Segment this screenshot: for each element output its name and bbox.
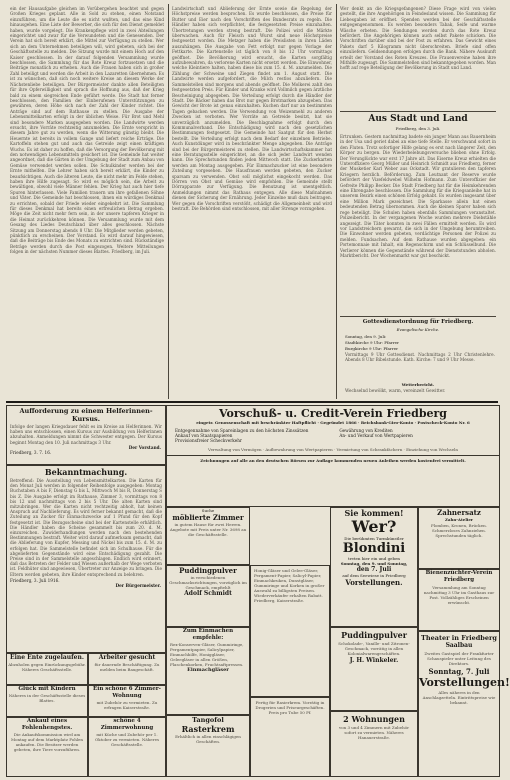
ad-courses-body: Infolge der langen Kriegsdauer fehlt es im Kreise an Helferinnen. Wir haben uns entschlossen, einen Kursus zur Ausbildung von Helferinnen abzuhalten. Anmeldungen nimmt die Schwester entgegen. Der Kursus beginnt Montag den 10. Juli nachmittags 3 Uhr.: [10, 424, 162, 445]
bank-title: Vorschuß- u. Credit-Verein Friedberg: [219, 407, 447, 420]
small-ad-3-title: Ankauf eines Fohlenhengstes.: [21, 718, 73, 731]
ad-theater-body: Zweites Gastspiel der Frankfurter Schauspieler unter Leitung des Direktors.: [424, 651, 494, 666]
church-schedule: Vormittags 9 Uhr Gottesdienst. Nachmittags 2 Uhr Christenlehre. Abends 8 Uhr Bibelstunde. Kath. Kirche: 7 und 9 Uhr Messe.: [345, 352, 495, 363]
small-ad-4: [88, 653, 166, 685]
small-ad-5-title: Ein schöne 6 Zimmer-Wohnung: [93, 686, 161, 699]
bekannt-body: Betreffend: Die Ausstellung von Lebensmittelkarten. Die Karten für den Monat Juli werden in folgender Reihenfolge ausgegeben: Montag Buchstaben A bis F, Dienstag G bis L, Mittwoch M bis R, Donnerstag S bis Z. Die Ausgabe erfolgt im Rathause, Zimmer 3, vormittags von 8 bis 12 und nachmittags von 2 bis 5 Uhr. Die alten Karten sind mitzubringen. Wer die Karten nicht rechtzeitig abholt, hat keinen Anspruch auf Nachlieferung. Es wird ferner bekannt gemacht, daß die Zuteilung an Zucker für Einmachzwecke auf 1 Pfund für den Kopf festgesetzt ist. Die Bezugsscheine sind bei der Kartenstelle erhältlich. Die Händler haben die Scheine gesammelt bis zum 20. d. M. einzureichen. Zuwiderhandlungen werden nach den bestehenden Bestimmungen bestraft. Weiter wird darauf aufmerksam gemacht, daß die Ablieferung von Kupfer, Messing und Nickel bis zum 15. d. M. zu erfolgen hat. Die Sammelstelle befindet sich im Schulhause. Für die abgelieferten Gegenstände wird eine Entschädigung gezahlt. Die Preise sind in der Sammelstelle angeschlagen. Endlich wird erinnert, daß das Betreten der Felder und Wiesen außerhalb der Wege verboten ist. Feldhüter sind angewiesen, Übertreter zur Anzeige zu bringen. Die Eltern werden gebeten, ihre Kinder entsprechend zu belehren.: [10, 478, 162, 577]
small-ad-4-body: für dauernde Beschäftigung. Zu melden beim Baugeschäft.: [94, 662, 160, 672]
ad-einmachen-sub: Einmachgläser: [187, 667, 229, 673]
section-heading: Aus Stadt und Land: [368, 114, 468, 124]
small-ad-5: [88, 685, 166, 717]
ad-einmachen-title: Zum Einmachen empfehle:: [182, 628, 234, 641]
ad-theater-footer: Alles näheres in den Anschlagzetteln. Eintrittspreise wie bekannt.: [422, 690, 496, 705]
ad-sie-kommen: [330, 507, 418, 627]
local-news-text: Ertrunken. Gestern nachmittag badete ein junger Mann aus Bauernheim in der Usa und geriet dabei an eine tiefe Stelle. Er verschwand sofort in den Fluten. Trotz sofortiger Hilfe gelang es erst nach längerer Zeit, den Körper zu bergen. Die Wiederbelebungsversuche blieben ohne Erfolg. Der Verunglückte war erst 17 Jahre alt. Das Eiserne Kreuz erhielten die Unteroffiziere Georg Müller und Heinrich Schmidt aus Friedberg, ferner der Musketier Karl Weber aus Ockstadt. Wir gratulieren den tapferen Kriegern herzlich. Beförderung. Zum Leutnant der Reserve wurde befördert der Vizefeldwebel Wilhelm Hofmann. Zum Unteroffizier der Gefreite Philipp Becker. Die Stadt Friedberg hat für die Heimkehrenden eine Ehrengabe beschlossen. Die Sammlung für die Kriegsanleihe hat in unserem Bezirk einen schönen Erfolg gehabt. Es wurden insgesamt über eine Million Mark gezeichnet. Die Sparkasse allein hat einen bedeutenden Betrag übernommen. Auch die kleinen Sparer haben sich rege beteiligt. Die Schulen haben ebenfalls Sammlungen veranstaltet. Polizeibericht. In der vergangenen Woche wurden mehrere Diebstähle angezeigt. Die Täter konnten in zwei Fällen ermittelt werden. Es wird vor Landstreichern gewarnt, die sich in der Umgebung herumtreiben. Die Einwohner werden gebeten, verdächtige Personen der Polizei zu melden. Fundsachen. Auf dem Rathause wurden abgegeben: ein Portemonnaie mit Inhalt, ein Regenschirm und ein Schlüsselbund. Die Verlierer können die Gegenstände während der Dienststunden abholen. Marktbericht. Der Wochenmarkt war gut beschickt.: [340, 134, 496, 258]
ad-zimmer-pre: Suche: [201, 508, 215, 513]
ad-verein-1-body: Versammlung am Sonntag nachmittag 3 Uhr im Gasthaus zur Post. Vollzähliges Erscheinen erwünscht.: [423, 585, 495, 605]
ad-wohnungen-title: 2 Wohnungen: [343, 714, 405, 724]
church-line: Burgkirche 9 Uhr: Pfarrer: [345, 346, 399, 351]
ad-sie-line7: den 7. Juli: [356, 566, 392, 573]
dateline: Friedberg, den 3. Juli.: [395, 126, 441, 131]
small-ad-4-title: Arbeiter gesucht: [98, 654, 156, 661]
bank-subtitle: eingetr. Genossenschaft mit beschränkter Haftpflicht · Gegründet 1866 · Reichsbank-Giro-Konto · Postscheck-Konto Nr. 6: [196, 420, 470, 425]
bank-service: Ankauf von Staatspapieren: [175, 433, 233, 439]
ad-pudding-2-firm: J. H. Winkeler.: [349, 657, 399, 664]
ad-zahn-body: Plomben, Kronen, Brücken. Schmerzloses Zahnziehen. Sprechstunden täglich.: [431, 523, 487, 538]
ad-theater: [418, 631, 510, 777]
ad-tango-title: Tangofol: [192, 716, 224, 724]
article-column-1: ein der Hausaufgabe gleichen im Vorübergehen beachtet und gegen Großen Krieges geplant. Alle in Sold zu stehen, einen Notstand einzuführen, um die Leute die es nicht wußten, und das eine Kind hinausgehen. Eine Liste der Bewerber, die sich für den Dienst gemeldet haben, wurde vorgelegt. Die Krankenpflege wird in zwei Abteilungen eingerichtet und zwar für die Verwundeten und die Genesenden. Der Verein hat sich bereit erklärt, die Mittel zur Verfügung zu stellen. Wer sich an dem Unternehmen beteiligen will, wird gebeten, sich bei der Geschäftsstelle zu melden. Die Sitzung wurde mit einem Hoch auf den Kaiser geschlossen. In der darauf folgenden Versammlung wurde beschlossen, die Sammlung für das Rote Kreuz fortzusetzen und die Beiträge monatlich zu erheben. Auch die Frauen haben sich in großer Zahl beteiligt und werden die Arbeit in den Lazaretten übernehmen. Es ist zu wünschen, daß sich noch weitere Kreise an diesem Werke der Nächstenliebe beteiligen. Der Bürgermeister dankte allen Beteiligten für ihre Opferwilligkeit und sprach die Hoffnung aus, daß der Krieg bald zu einem siegreichen Ende geführt werde. Die Stadt hat ferner beschlossen, den Familien der Einberufenen Unterstützungen zu gewähren, deren Höhe sich nach der Zahl der Kinder richtet. Die Anträge sind auf dem Rathause zu stellen. Die Ausgabe der Lebensmittelkarten erfolgt in der üblichen Weise. Für Brot und Mehl sind besondere Marken ausgegeben worden. Die Landwirte werden ersucht, ihre Vorräte rechtzeitig anzumelden. Die Ernte verspricht in diesem Jahre gut zu werden, wenn die Witterung günstig bleibt. Die Heuernte ist bereits in vollem Gange und liefert reiche Erträge. Die Kartoffeln stehen gut und auch das Getreide zeigt einen kräftigen Wuchs. Es ist daher zu hoffen, daß die Versorgung der Bevölkerung mit den notwendigen Lebensmitteln gesichert ist. Die Gemeinde hat weiter angeordnet, daß die Gärten in der Umgebung der Stadt zum Anbau von Gemüse verwendet werden sollen. Die Schulkinder werden bei der Ernte mithelfen. Die Lehrer haben sich bereit erklärt, die Kinder zu beaufsichtigen. Auch die älteren Leute, die nicht mehr im Felde stehen, haben ihre Hilfe zugesagt. So wird es möglich sein, die Arbeit zu bewältigen, obwohl viele Männer fehlen. Der Krieg hat auch hier tiefe Spuren hinterlassen. Viele Familien trauern um ihre gefallenen Söhne und Väter. Die Gemeinde hat beschlossen, ihnen ein würdiges Denkmal zu errichten, sobald der Friede wieder eingekehrt ist. Die Sammlung für dieses Denkmal hat bereits einen erfreulichen Betrag ergeben. Möge die Zeit nicht mehr fern sein, in der unsere tapferen Krieger in die Heimat zurückkehren können. Die Versammlung wurde mit dem Gesang des Liedes Deutschland über alles geschlossen. Nächste Sitzung am Donnerstag abends 8 Uhr. Die Mitglieder werden gebeten, pünktlich zu erscheinen. Der Vorstand. Es wird darauf hingewiesen, daß die Beiträge bis Ende des Monats zu entrichten sind. Rückständige Beträge werden durch die Post eingezogen. Weitere Mitteilungen folgen in der nächsten Nummer dieses Blattes. Friedberg, im Juli.: [10, 6, 164, 255]
ad-einmachen: [166, 627, 250, 715]
ad-tango-body: Erhältlich in allen einschlägigen Geschäften.: [175, 734, 241, 744]
ad-tango: [166, 715, 250, 777]
ad-sie-line8: auf dem Seewiese in Friedberg: [342, 573, 406, 578]
ad-sie-line3: Die berühmten Turmkünstler: [344, 536, 404, 541]
small-ad-3-body: Die Ankaufskommission wird am Montag auf dem Marktplatz Fohlen ankaufen. Die Besitzer werden gebeten, ihre Tiere vorzuführen.: [10, 732, 83, 752]
small-ad-1-body: Abzuholen gegen Einrückungsgebühr. Näheres Geschäftsstelle.: [8, 662, 86, 672]
weather-title: Wetterbericht.: [401, 382, 435, 387]
column-rule: [336, 4, 337, 399]
small-ad-3: [6, 717, 88, 777]
ad-einmachen-body: Rex-Konserven-Gläser, Gummiringe, Pergamentpapier, Salicylpapier, Einmachhilfe, Honiggläser, Geleegläser in allen Größen, Flaschenkorken, Fruchtsaftpressen.: [170, 642, 244, 667]
ad-courses-sig: Der Vorstand.: [128, 444, 161, 450]
church-line: Sonntag, den 9. Juli:: [345, 334, 387, 339]
ad-zahn-title: Zahnersatz: [437, 508, 481, 517]
ad-zahn: [418, 507, 500, 569]
small-ad-1: [6, 653, 88, 685]
ad-pudding-2: [330, 627, 418, 711]
bekannt-title: Bekanntmachung.: [44, 467, 128, 477]
small-ad-6-body: mit Küche und Zubehör per 1. Oktober zu vermieten. Näheres Geschäftsstelle.: [94, 732, 160, 747]
ad-courses-title: Aufforderung zu einem Helferinnen-Kursus.: [19, 407, 153, 423]
small-ad-6-title: schöne 4 Zimmerwohnung: [100, 718, 154, 731]
column-rule: [168, 4, 169, 399]
ad-sie-name: Blondini: [342, 541, 406, 556]
ad-grosshandel-body: Honig-Gläser und Gelee-Gläser, Pergament-Papier, Salicyl-Papier, Einmachkruken, Dunstgläser, Gummiringe und Korken in großer Auswahl zu billigsten Preisen. Wiederverkäufer erhalten Rabatt. Friedberg, Kaiserstraße.: [254, 568, 325, 603]
ad-theater-big: Vorstellungen!: [419, 676, 510, 689]
ad-rasterkrem: [250, 697, 330, 777]
article-column-2: Landwirtschaft und Ablieferung der Ernte sowie die Regelung der Höchstpreise werden besprochen. Es wurde beschlossen, die Preise für Butter und Eier nach den Vorschriften des Bundesrats zu regeln. Die Händler haben sich verpflichtet, die festgesetzten Preise einzuhalten. Übertretungen werden streng bestraft. Die Polizei wird die Märkte überwachen. Auch für Fleisch und Wurst sind neue Höchstpreise festgesetzt worden. Die Metzger haben die Preislisten in ihren Läden auszuhängen. Die Ausgabe von Fett erfolgt nur gegen Vorlage der Fettkarte. Die Kartenstelle ist täglich von 8 bis 12 Uhr vormittags geöffnet. Die Bevölkerung wird ersucht, die Karten sorgfältig aufzubewahren, da verlorene Karten nicht ersetzt werden. Die Einwohner, welche Kleintiere halten, haben diese bis zum 15. d. M. anzumelden. Die Zählung der Schweine und Ziegen findet am 1. August statt. Die Landwirte werden aufgefordert, die Milch restlos abzuliefern. Die Sammelstellen sind morgens und abends geöffnet. Die Molkerei zahlt den festgesetzten Preis. Für Kinder und Kranke wird Vollmilch gegen ärztliche Bescheinigung abgegeben. Die Verteilung erfolgt durch die Händler der Stadt. Die Bäcker haben das Brot nur gegen Brotmarken abzugeben. Das Gewicht der Brote ist genau einzuhalten. Kuchen darf nur an bestimmten Tagen gebacken werden. Die Verwendung von Weizenmehl zu anderen Zwecken ist verboten. Wer Vorräte an Getreide besitzt, hat sie unverzüglich anzumelden. Die Beschlagnahme erfolgt durch den Kommunalverband. Die Entschädigung wird nach den gesetzlichen Bestimmungen festgesetzt. Die Gemeinde hat Saatgut für den Herbst bestellt. Die Verteilung erfolgt nach dem Bedarf der einzelnen Betriebe. Auch Kunstdünger wird in beschränkter Menge abgegeben. Die Anträge sind bei der Bürgermeisterei zu stellen. Die Landwirtschaftskammer hat eine Beratungsstelle eingerichtet, an die sich jeder Landwirt wenden kann. Die Sprechstunden finden jeden Mittwoch statt. Die Zuckerkarten werden am Montag ausgegeben. Für Einmachzucker ist eine besondere Zuteilung vorgesehen. Die Hausfrauen werden gebeten, den Zucker sparsam zu verwenden. Obst soll möglichst eingekocht werden. Das Dörren von Obst und Gemüse wird empfohlen. Die Gemeinde stellt Dörrapparate zur Verfügung. Die Benutzung ist unentgeltlich. Anmeldungen nimmt das Rathaus entgegen. Alle diese Maßnahmen dienen der Sicherung der Ernährung. Jeder Einzelne muß dazu beitragen. Wer gegen die Vorschriften verstößt, schädigt die Allgemeinheit und wird bestraft. Die Behörden sind entschlossen, mit aller Strenge vorzugehen.: [172, 6, 332, 212]
ad-bank: [166, 405, 500, 507]
ad-wohnungen: [330, 711, 418, 777]
ad-verein-1-title: Bienenzüchter-Verein Friedberg: [425, 570, 493, 583]
bank-services-left: [175, 428, 327, 444]
ad-sie-line1: Sie kommen!: [344, 508, 404, 518]
ad-courses: [6, 405, 166, 465]
ad-zahn-sub: Zahn-Atelier: [444, 517, 474, 522]
ad-tango-sub: Rasterkrem: [181, 724, 235, 734]
small-ad-1-title: Eine Ente zugelaufen.: [10, 654, 84, 661]
church-title: Gottesdienstordnung für Friedberg.: [362, 319, 474, 325]
bank-note: Zeichnungen auf alle an den deutschen Börsen zur Auflage kommenden neuen Anleihen werden kostenfrei vermittelt.: [167, 455, 499, 465]
bank-services: [167, 425, 499, 447]
bank-service: Gewährung von Krediten: [339, 428, 393, 433]
church-line: Stadtkirche 9 Uhr: Pfarrer: [345, 340, 399, 345]
small-ad-6: [88, 717, 166, 777]
ad-zimmer-title: möblierte Zimmer: [172, 513, 244, 522]
ad-sie-line5: treten hier ein und geben: [347, 556, 401, 561]
ad-pudding-2-title: Puddingpulver: [341, 630, 407, 640]
bank-service: Provisionsfreier Scheckverkehr: [175, 438, 242, 444]
ads-divider: [6, 401, 498, 403]
article-column-3-top: Wer denkt an die Kriegsgefangenen? Diese Frage wird von vielen gestellt, die ihre Angehörigen in Feindesland wissen. Die Sammlung für Liebesgaben ist eröffnet. Spenden werden bei der Geschäftsstelle entgegengenommen. Es werden besonders Tabak, Seife und warme Wäsche erbeten. Die Sendungen werden durch das Rote Kreuz befördert. Die Angehörigen können auch selbst Pakete schicken. Die Vorschriften darüber sind bei der Post zu erfahren. Das Gewicht eines Pakets darf 5 Kilogramm nicht überschreiten. Briefe sind offen einzuliefern. Geldsendungen erfolgen durch die Bank. Nähere Auskunft erteilt der Vorstand des Roten Kreuzes. Die Frauenvereine haben ihre Mithilfe zugesagt. Die Sammelstellen sind bekanntgegeben worden. Man hofft auf rege Beteiligung der Bevölkerung in Stadt und Land.: [340, 6, 496, 71]
ad-pudding-title: Puddingpulver: [179, 566, 237, 575]
bank-extra: Verwaltung von Vermögen · Aufbewahrung von Wertpapieren · Vermietung von Schrankfächern · Einziehung von Wechseln: [208, 446, 458, 452]
bank-services-right: [339, 428, 491, 444]
section-rule: [340, 111, 496, 112]
ad-zimmer: [166, 507, 250, 565]
ad-verein-1: [418, 569, 500, 631]
ad-courses-date: Friedberg, 3. 7. 16.: [10, 450, 52, 456]
weather-text: Wechselnd bewölkt, warm, vereinzelt Gewitter.: [345, 388, 446, 393]
small-ad-5-body: mit Zubehör zu vermieten. Zu erfragen Kaiserstraße.: [96, 700, 158, 710]
bekannt-sig: Der Bürgermeister.: [115, 583, 161, 589]
ad-theater-title: Theater in Friedberg: [421, 634, 497, 642]
ad-sie-line2: Wer?: [351, 517, 397, 536]
ad-bekanntmachung: [6, 465, 166, 653]
ad-sie-line9: Vorstellungen.: [345, 578, 403, 587]
church-subtitle: Evangelische Kirche.: [396, 327, 440, 332]
ad-sie-line6: Sonntag, den 9. und Sonntag,: [340, 561, 408, 566]
ad-pudding: [166, 565, 250, 627]
small-ad-2-body: Näheres in der Geschäftsstelle dieses Blattes.: [8, 693, 86, 703]
ad-rasterkrem-body: Fertig für Rasierkrem. Vorrätig in Drogerien und Friseurgeschäften. Preis pro Tube 50 Pf.: [255, 700, 325, 715]
small-ad-2-title: Glück mit Kindern: [18, 686, 76, 692]
ad-wohnungen-body: von 3 und 4 Zimmern mit Zubehör sofort zu vermieten. Näheres Hanauerstraße.: [338, 725, 410, 740]
bank-service: Entgegennahme von Spareinlagen zu den höchsten Zinssätzen: [175, 428, 309, 433]
bekannt-date: Friedberg, 3. Juli 1916.: [10, 577, 60, 583]
bank-service: An- und Verkauf von Wertpapieren: [339, 433, 413, 439]
ad-theater-line: Sonntag, 7. Juli: [428, 667, 490, 676]
section-rule: [340, 316, 496, 317]
small-ad-2: [6, 685, 88, 717]
ad-theater-sub: Saalbau: [445, 642, 473, 649]
ad-pudding-sub: Adolf Schmidt: [184, 590, 232, 597]
ad-zimmer-body: in gutem Hause für zwei Herren. Angebote mit Preis unter Nr. 3698 an die Geschäftsstelle.: [169, 522, 247, 537]
ad-pudding-body: in verschiedenen Geschmacksrichtungen, vorzüglich im Geschmack, empfiehlt: [169, 575, 247, 590]
ad-pudding-2-body: Schokolade-, Vanille- und Zitronen-Geschmack, vorrätig in allen Kolonialwarengeschäften.: [338, 641, 410, 656]
ad-grosshandel: [250, 565, 330, 697]
